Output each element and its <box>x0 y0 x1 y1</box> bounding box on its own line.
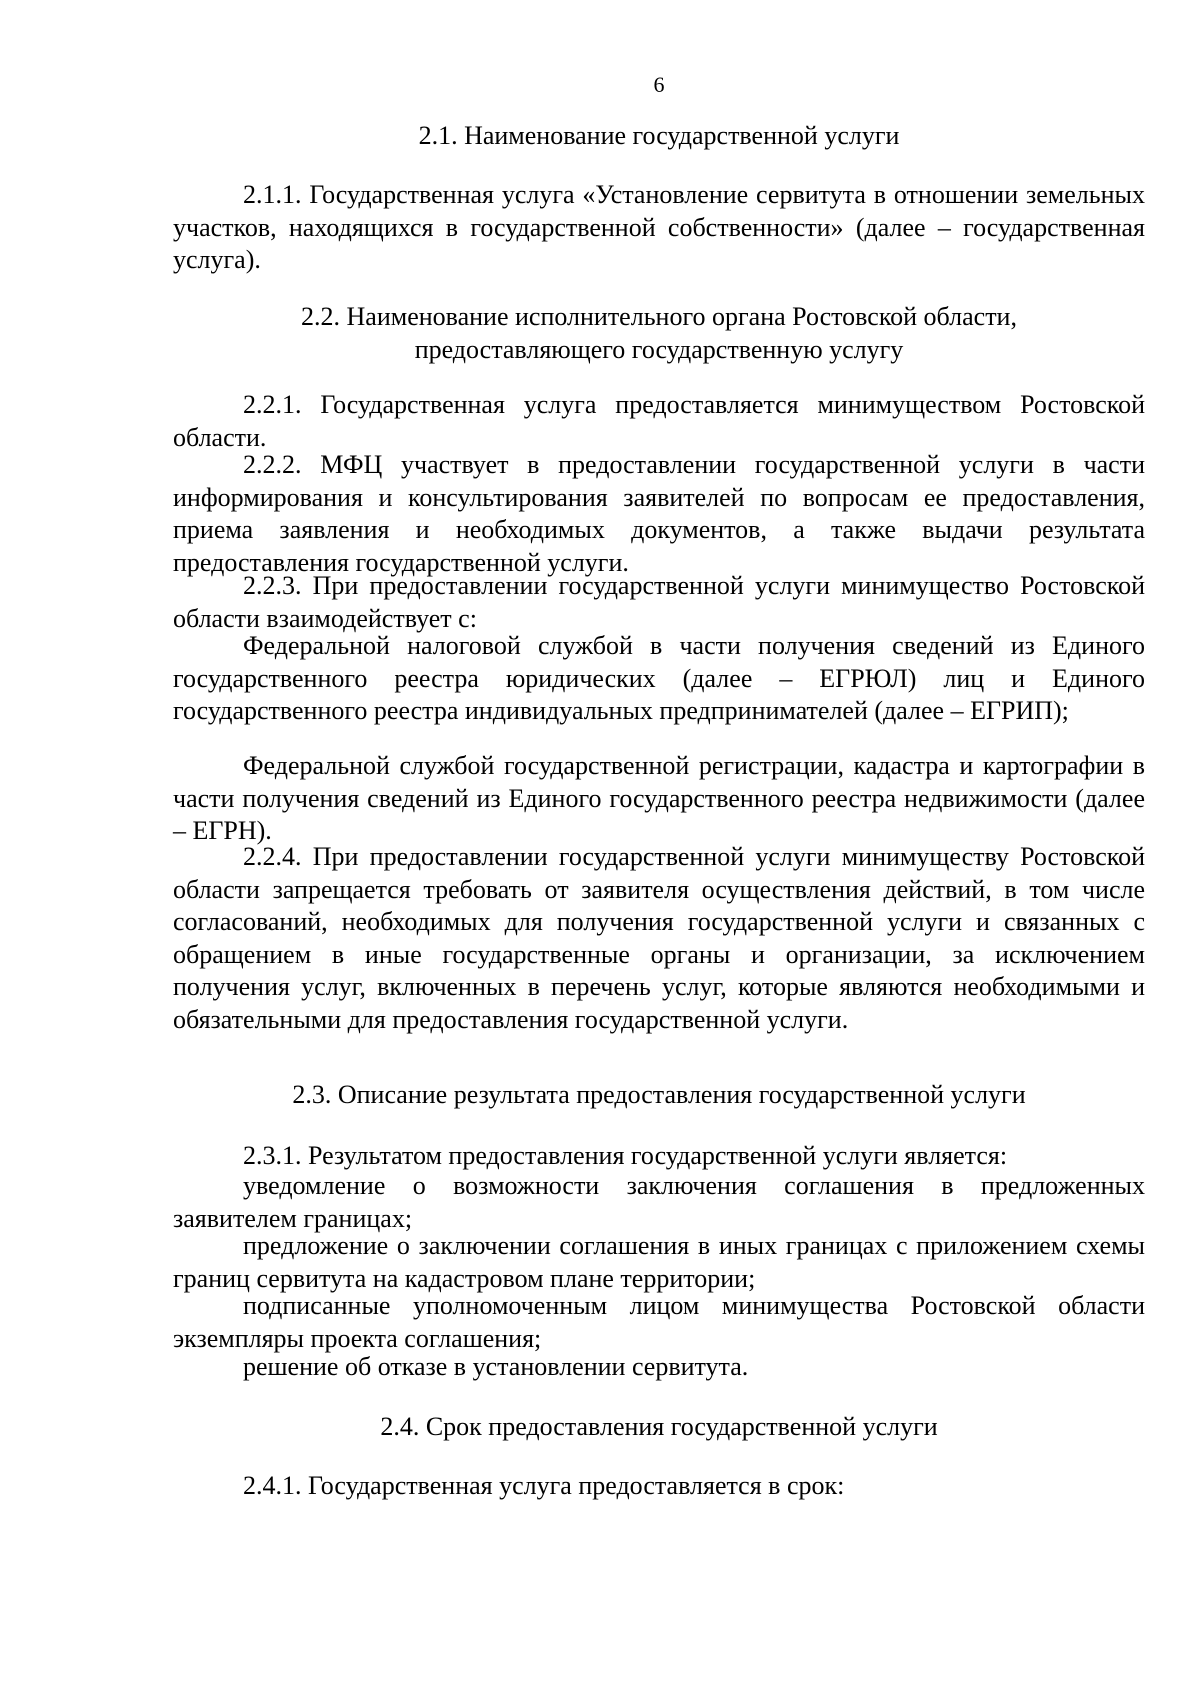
section-heading-2-2-line1: 2.2. Наименование исполнительного органа Ростовской области, <box>301 302 1017 331</box>
paragraph-2-4-1: 2.4.1. Государственная услуга предоставляется в срок: <box>243 1471 845 1500</box>
paragraph-2-2-3: 2.2.3. При предоставлении государственной услуги минимущество Ростовской области взаимодействует с: <box>173 571 1145 633</box>
document-page <box>173 0 1145 1698</box>
paragraph-2-2-4: 2.2.4. При предоставлении государственной услуги минимуществу Ростовской области запрещается требовать от заявителя осуществления действий, в том числе согласований, необходимых для получения государственной услуги и связанных с обращением в иные государственные органы и организации, за исключением получения услуг, включенных в перечень услуг, которые являются необходимыми и обязательными для предоставления государственной услуги. <box>173 842 1145 1034</box>
paragraph-2-2-1: 2.2.1. Государственная услуга предоставляется минимуществом Ростовской области. <box>173 390 1145 452</box>
section-heading-2-2-line2: предоставляющего государственную услугу <box>414 335 904 364</box>
result-item-proposal: предложение о заключении соглашения в иных границах с приложением схемы границ сервитута на кадастровом плане территории; <box>173 1231 1145 1293</box>
section-heading-2-1: 2.1. Наименование государственной услуги <box>418 121 900 150</box>
result-item-signed-copies: подписанные уполномоченным лицом минимущества Ростовской области экземпляры проекта соглашения; <box>173 1291 1145 1353</box>
paragraph-2-2-3-a: Федеральной налоговой службой в части получения сведений из Единого государственного реестра юридических (далее – ЕГРЮЛ) лиц и Единого государственного реестра индивидуальных предпринимателей (далее – ЕГРИП); <box>173 631 1145 726</box>
paragraph-2-2-3-b: Федеральной службой государственной регистрации, кадастра и картографии в части получения сведений из Единого государственного реестра недвижимости (далее – ЕГРН). <box>173 751 1145 846</box>
section-heading-2-3: 2.3. Описание результата предоставления государственной услуги <box>292 1080 1026 1109</box>
paragraph-2-2-2: 2.2.2. МФЦ участвует в предоставлении государственной услуги в части информирования и консультирования заявителей по вопросам ее предоставления, приема заявления и необходимых документов, а также выдачи результата предоставления государственной услуги. <box>173 450 1145 577</box>
result-item-notification: уведомление о возможности заключения соглашения в предложенных заявителем границах; <box>173 1171 1145 1233</box>
paragraph-2-1-1: 2.1.1. Государственная услуга «Установление сервитута в отношении земельных участков, находящихся в государственной собственности» (далее – государственная услуга). <box>173 180 1145 275</box>
paragraph-2-3-1: 2.3.1. Результатом предоставления государственной услуги является: <box>243 1141 1008 1170</box>
section-heading-2-4: 2.4. Срок предоставления государственной услуги <box>380 1412 938 1441</box>
result-item-refusal: решение об отказе в установлении сервитута. <box>243 1352 749 1381</box>
page-number: 6 <box>653 72 665 97</box>
